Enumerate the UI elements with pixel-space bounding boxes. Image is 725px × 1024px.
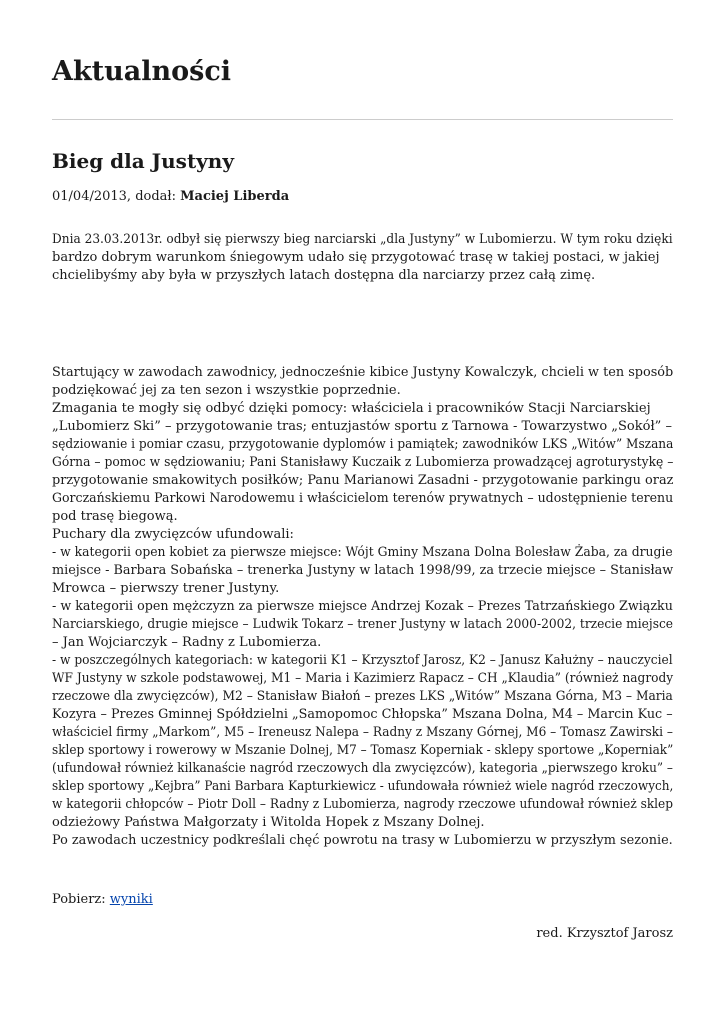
body-line: - w kategorii open mężczyzn za pierwsze miejsce Andrzej Kozak – Prezes Tatrzańskiego Związku bbox=[52, 599, 673, 614]
body-line: sklep sportowy i rowerowy w Mszanie Dolnej, M7 – Tomasz Koperniak - sklepy sportowe „Koperniak” bbox=[52, 743, 674, 758]
body-line: rzeczowe dla zwycięzców), M2 – Stanisław Białoń – prezes LKS „Witów” Mszana Górna, M3 – Maria bbox=[52, 689, 673, 704]
body-line: - w poszczególnych kategoriach: w kategorii K1 – Krzysztof Jarosz, K2 – Janusz Kałużny – nauczyciel bbox=[52, 653, 673, 668]
body-line: (ufundował również kilkanaście nagród rzeczowych dla zwycięzców), kategoria „pierwszego kroku” – bbox=[52, 761, 673, 776]
page-title: Aktualności bbox=[52, 56, 232, 87]
body-line: przygotowanie smakowitych posiłków; Panu Marianowi Zasadni - przygotowanie parkingu oraz bbox=[52, 473, 674, 488]
body-line: odzieżowy Państwa Małgorzaty i Witolda Hopek z Mszany Dolnej. bbox=[52, 815, 485, 830]
body-line: Zmagania te mogły się odbyć dzięki pomocy: właściciela i pracowników Stacji Narciarskiej bbox=[52, 401, 651, 416]
body-line: Górna – pomoc w sędziowaniu; Pani Stanisławy Kuczaik z Lubomierza prowadzącej agroturystykę – bbox=[52, 455, 674, 470]
article-meta bbox=[52, 187, 289, 207]
body-line: właściciel firmy „Markom”, M5 – Ireneusz Nalepa – Radny z Mszany Górnej, M6 – Tomasz Zawirski – bbox=[52, 725, 673, 740]
body-line: Puchary dla zwycięzców ufundowali: bbox=[52, 527, 294, 542]
intro-line: Dnia 23.03.2013r. odbył się pierwszy bieg narciarski „dla Justyny” w Lubomierzu. W tym roku dzięki bbox=[52, 232, 673, 247]
article-author: Maciej Liberda bbox=[180, 189, 290, 204]
title-divider bbox=[52, 119, 673, 120]
body-line: podziękować jej za ten sezon i wszystkie poprzednie. bbox=[52, 383, 401, 398]
body-line: w kategorii chłopców – Piotr Doll – Radny z Lubomierza, nagrody rzeczowe ufundował również sklep bbox=[52, 797, 674, 812]
article-intro bbox=[52, 231, 673, 285]
body-line: Narciarskiego, drugie miejsce – Ludwik Tokarz – trener Justyny w latach 2000-2002, trzecie miejsce bbox=[52, 617, 674, 632]
body-line: Startujący w zawodach zawodnicy, jednocześnie kibice Justyny Kowalczyk, chcieli w ten sposób bbox=[52, 365, 674, 380]
article-date: 01/04/2013, dodał: bbox=[52, 189, 181, 204]
body-line: sędziowanie i pomiar czasu, przygotowanie dyplomów i pamiątek; zawodników LKS „Witów” Mszana bbox=[52, 437, 674, 452]
results-link[interactable]: wyniki bbox=[109, 892, 153, 907]
body-line: WF Justyny w szkole podstawowej, M1 – Maria i Kazimierz Rapacz – CH „Klaudia” (również nagrody bbox=[52, 671, 674, 686]
article-title: Bieg dla Justyny bbox=[52, 149, 234, 173]
download-label: Pobierz: bbox=[52, 892, 110, 907]
editor-signature: red. Krzysztof Jarosz bbox=[536, 926, 673, 941]
body-line: – Jan Wojciarczyk – Radny z Lubomierza. bbox=[52, 635, 322, 650]
intro-line: bardzo dobrym warunkom śniegowym udało się przygotować trasę w takiej postaci, w jakiej bbox=[52, 250, 660, 265]
download-row bbox=[52, 891, 153, 909]
body-line: miejsce - Barbara Sobańska – trenerka Justyny w latach 1998/99, za trzecie miejsce – Stanisław bbox=[52, 563, 674, 578]
intro-line: chcielibyśmy aby była w przyszłych latach dostępna dla narciarzy przez całą zimę. bbox=[52, 268, 596, 283]
body-line: pod trasę biegową. bbox=[52, 509, 178, 524]
body-line: Gorczańskiemu Parkowi Narodowemu i właścicielom terenów prywatnych – udostępnienie terenu bbox=[52, 491, 674, 506]
body-line: sklep sportowy „Kejbra” Pani Barbara Kapturkiewicz - ufundowała również wiele nagród rzeczowych, bbox=[52, 779, 674, 794]
body-line: - w kategorii open kobiet za pierwsze miejsce: Wójt Gminy Mszana Dolna Bolesław Żaba, za drugie bbox=[52, 545, 673, 560]
body-line: Kozyra – Prezes Gminnej Spółdzielni „Samopomoc Chłopska” Mszana Dolna, M4 – Marcin Kuc – bbox=[52, 707, 673, 722]
body-line: „Lubomierz Ski” – przygotowanie tras; entuzjastów sportu z Tarnowa - Towarzystwo „Sokół” – bbox=[52, 419, 672, 434]
body-line: Mrowca – pierwszy trener Justyny. bbox=[52, 581, 280, 596]
article-body bbox=[52, 364, 673, 850]
body-line: Po zawodach uczestnicy podkreślali chęć powrotu na trasy w Lubomierzu w przyszłym sezonie. bbox=[52, 833, 673, 848]
